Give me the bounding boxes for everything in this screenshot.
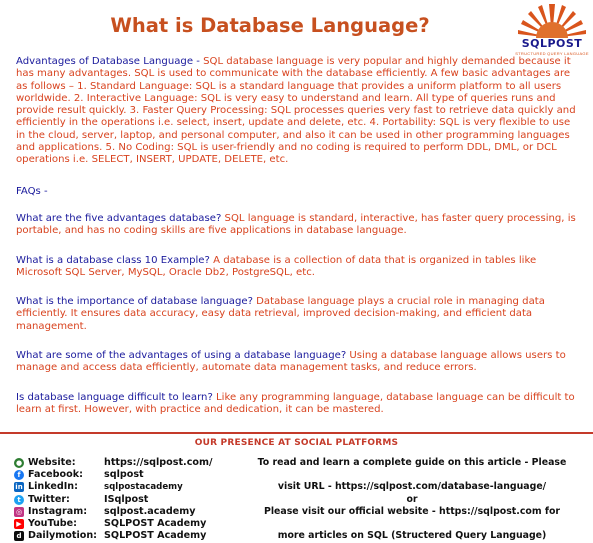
facebook-icon: f xyxy=(14,470,24,480)
social-label: LinkedIn: xyxy=(28,481,78,493)
faq-item xyxy=(16,350,582,375)
faq-item xyxy=(16,296,582,333)
social-value[interactable]: ISqlpost xyxy=(104,493,149,505)
faq-question: What are some of the advantages of using a database language? xyxy=(16,350,350,362)
footer-divider xyxy=(0,432,593,434)
social-value[interactable]: sqlpost xyxy=(104,469,144,481)
promo-line[interactable]: visit URL - https://sqlpost.com/database-language/ xyxy=(277,481,547,493)
social-label: Instagram: xyxy=(28,505,88,517)
twitter-icon: t xyxy=(14,495,24,505)
faq-question: What are the five advantages database? xyxy=(16,212,225,224)
promo-line: more articles on SQL (Structered Query Language) xyxy=(277,530,547,542)
faq-question: What is a database class 10 Example? xyxy=(16,254,214,266)
faq-answer: SQL language is standard, interactive, has faster query processing, is portable, and has no coding skills are five applications in database language. xyxy=(16,212,576,237)
logo-tagline: STRUCTURED QUERY LANGUAGE xyxy=(515,51,589,56)
social-list xyxy=(14,457,254,542)
social-label: YouTube: xyxy=(28,517,78,529)
promo-line: To read and learn a complete guide on this article - Please xyxy=(257,457,567,468)
social-label: Dailymotion: xyxy=(28,530,97,542)
promo-line[interactable]: Please visit our official website - https://sqlpost.com for xyxy=(263,505,561,517)
promo-line: or xyxy=(406,493,418,505)
youtube-icon: ▶ xyxy=(14,519,24,529)
advantages-paragraph xyxy=(16,56,582,167)
promo-line xyxy=(236,469,588,481)
article-content xyxy=(16,56,582,433)
article-promo-text xyxy=(236,457,588,542)
social-youtube[interactable] xyxy=(14,518,254,530)
globe-icon: ● xyxy=(15,459,23,467)
dailymotion-icon: d xyxy=(14,531,24,541)
social-value[interactable]: sqlpostacademy xyxy=(104,482,183,493)
faq-item xyxy=(16,392,582,417)
faq-answer: Database language plays a crucial role in managing data efficiently. It ensures data accuracy, easy data retrieval, improved decision-making, and efficient data management. xyxy=(16,296,545,332)
social-website[interactable] xyxy=(14,457,254,469)
social-value[interactable]: sqlpost.academy xyxy=(104,505,196,517)
sqlpost-logo xyxy=(512,4,592,64)
faq-question: Is database language difficult to learn? xyxy=(16,391,217,403)
social-instagram[interactable] xyxy=(14,506,254,518)
faqs-heading: FAQs - xyxy=(16,185,48,197)
faq-answer: Like any programming language, database language can be difficult to learn at first. However, with practice and dedication, it can be mastered. xyxy=(16,391,575,415)
advantages-heading: Advantages of Database Language - xyxy=(16,56,204,67)
social-value[interactable]: https://sqlpost.com/ xyxy=(104,457,213,468)
advantages-body: SQL database language is very popular and highly demanded because it has many advantages. SQL is used to communicate with the database efficiently. A few basic advantages are as follows – 1. Standard Language: SQL is a standard language that provides a uniform platform to all users worldwide. 2. Interactive Language: SQL is very easy to understand and learn. All type of queries runs and provide result quickly. 3. Faster Query Processing: SQL processes queries very fast to retrieve data quickly and efficiently in the operations i.e. select, insert, update and delete, etc. 4. Portability: SQL is very flexible to use in the cloud, server, laptop, and personal computer, and also it can be used in other programming languages and applications. 5. No Coding: SQL is user-friendly and no coding is required to perform DDL, DML, or DCL operations i.e. SELECT, INSERT, UPDATE, DELETE, etc. xyxy=(16,56,576,166)
faq-item xyxy=(16,255,582,280)
instagram-icon: ◎ xyxy=(15,507,23,516)
faq-answer: Using a database language allows users to manage and access data efficiently, automate data management tasks, and reduce errors. xyxy=(16,350,566,374)
sun-rays-icon xyxy=(512,4,592,40)
social-value[interactable]: SQLPOST Academy xyxy=(104,517,207,529)
social-label: Twitter: xyxy=(28,493,70,505)
promo-line xyxy=(236,518,588,530)
faq-answer: A database is a collection of data that is organized in tables like Microsoft SQL Server, MySQL, Oracle Db2, PostgreSQL, etc. xyxy=(16,254,537,278)
social-dailymotion[interactable] xyxy=(14,530,254,542)
social-linkedin[interactable] xyxy=(14,481,254,493)
social-label: Facebook: xyxy=(28,469,83,481)
logo-brand: SQLPOST xyxy=(521,37,583,50)
social-value[interactable]: SQLPOST Academy xyxy=(104,530,207,542)
social-label: Website: xyxy=(28,457,76,468)
social-title: OUR PRESENCE AT SOCIAL PLATFORMS xyxy=(194,438,399,448)
faq-item xyxy=(16,213,582,238)
social-twitter[interactable] xyxy=(14,494,254,506)
linkedin-icon: in xyxy=(15,483,23,492)
social-facebook[interactable] xyxy=(14,469,254,481)
page-title: What is Database Language? xyxy=(110,14,430,37)
faq-question: What is the importance of database language? xyxy=(16,296,257,308)
